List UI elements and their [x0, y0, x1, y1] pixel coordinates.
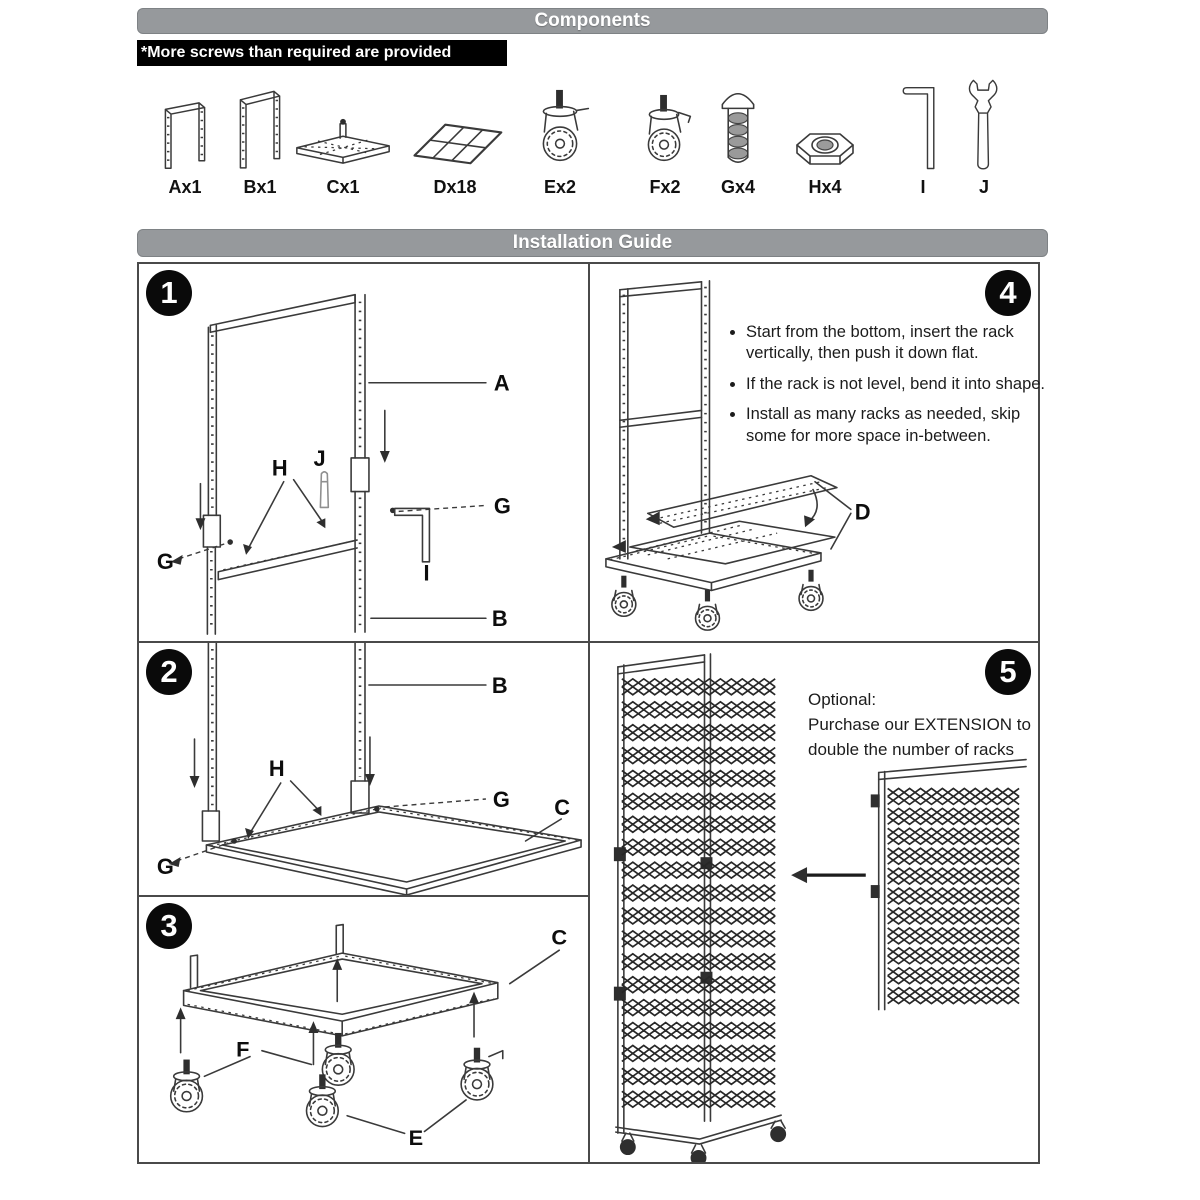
step-number-badge: 4 [985, 270, 1031, 316]
component-label: Ax1 [168, 177, 202, 197]
instruction-item: • Start from the bottom, insert the rack vertically, then push it down flat. [746, 322, 1046, 365]
step-1-diagram [139, 264, 588, 641]
hex-key-tool-glyph [395, 508, 430, 561]
extension-rack-drawing [871, 760, 1026, 1010]
part-label-h: H [271, 455, 288, 481]
step-number-badge: 1 [146, 270, 192, 316]
part-label-c: C [554, 794, 571, 821]
installation-header: Installation Guide [137, 229, 1048, 257]
base-frame-icon [293, 111, 393, 173]
cart-frame-drawing [620, 281, 710, 559]
component-label: Dx18 [433, 177, 477, 197]
attach-arrow [791, 867, 866, 883]
brake-lever [489, 1051, 503, 1059]
bolt-icon [715, 81, 761, 173]
part-label-j: J [313, 445, 326, 471]
frame-b-icon [232, 77, 288, 173]
component-item-dx18 [407, 76, 503, 196]
component-label: Hx4 [808, 177, 842, 197]
part-label-i: I [423, 560, 430, 586]
part-label-g-left: G [156, 548, 174, 574]
frame-b-drawing [203, 455, 369, 634]
base-c-drawing [206, 806, 581, 895]
component-label: Ex2 [543, 177, 577, 197]
component-label: Cx1 [326, 177, 360, 197]
sheet-content [137, 0, 1048, 1200]
step-2-diagram [139, 643, 588, 895]
base-c-upside-down-drawing [184, 925, 498, 1036]
wire-rack-icon [401, 113, 509, 173]
step-5-panel [588, 641, 1040, 1164]
part-label-g-right: G [493, 493, 511, 519]
optional-note [808, 687, 1040, 762]
component-label: I [920, 177, 926, 197]
component-label: Fx2 [649, 177, 681, 197]
part-label-g-right: G [492, 786, 510, 813]
step-4-instructions [728, 322, 1046, 456]
components-row [137, 76, 1048, 198]
part-label-b: B [491, 672, 508, 699]
caster-icon [529, 87, 591, 173]
caster-drawings [171, 1033, 503, 1127]
assembled-rack-drawing [614, 654, 786, 1162]
part-label-g-left: G [156, 853, 174, 880]
component-label: Gx4 [720, 177, 756, 197]
part-label-e: E [408, 1125, 424, 1151]
instruction-item: • Install as many racks as needed, skip some for more space in-between. [746, 404, 1046, 447]
part-label-c: C [551, 924, 568, 950]
part-label-h: H [268, 755, 285, 782]
component-label: J [978, 177, 989, 197]
step-2-panel [137, 641, 590, 897]
step-number-badge: 2 [146, 649, 192, 695]
frame-a-drawing [208, 295, 365, 516]
component-item-ex2 [512, 76, 608, 196]
components-header: Components [137, 8, 1048, 34]
step-number-badge: 3 [146, 903, 192, 949]
optional-line: Optional: [808, 690, 877, 709]
caster-brake-icon [635, 93, 695, 173]
optional-line: Purchase our EXTENSION to [808, 715, 1031, 734]
installation-panels [137, 262, 1046, 1164]
component-item-j [936, 76, 1032, 196]
component-item-cx1 [295, 76, 391, 196]
part-label-d: D [854, 499, 871, 525]
hex-nut-icon [789, 121, 861, 173]
component-item-hx4 [777, 76, 873, 196]
part-label-b: B [491, 606, 508, 632]
frame-a-icon [157, 85, 213, 173]
step-3-diagram [139, 897, 588, 1162]
step-4-panel [588, 262, 1046, 643]
part-label-a: A [493, 370, 510, 396]
step-number-badge: 5 [985, 649, 1031, 695]
wrench-tool-glyph [320, 472, 328, 508]
component-label: Bx1 [243, 177, 277, 197]
optional-line: double the number of racks [808, 740, 1015, 759]
rack-casters [620, 1121, 786, 1162]
wrench-icon [963, 76, 1005, 173]
frame-b-posts-drawing [202, 643, 369, 841]
instruction-item: • If the rack is not level, bend it into shape. [746, 374, 1046, 395]
screws-note: *More screws than required are provided [137, 40, 507, 66]
component-item-gx4 [690, 76, 786, 196]
step-3-panel [137, 895, 590, 1164]
step-1-panel [137, 262, 590, 643]
part-label-f: F [236, 1036, 250, 1062]
